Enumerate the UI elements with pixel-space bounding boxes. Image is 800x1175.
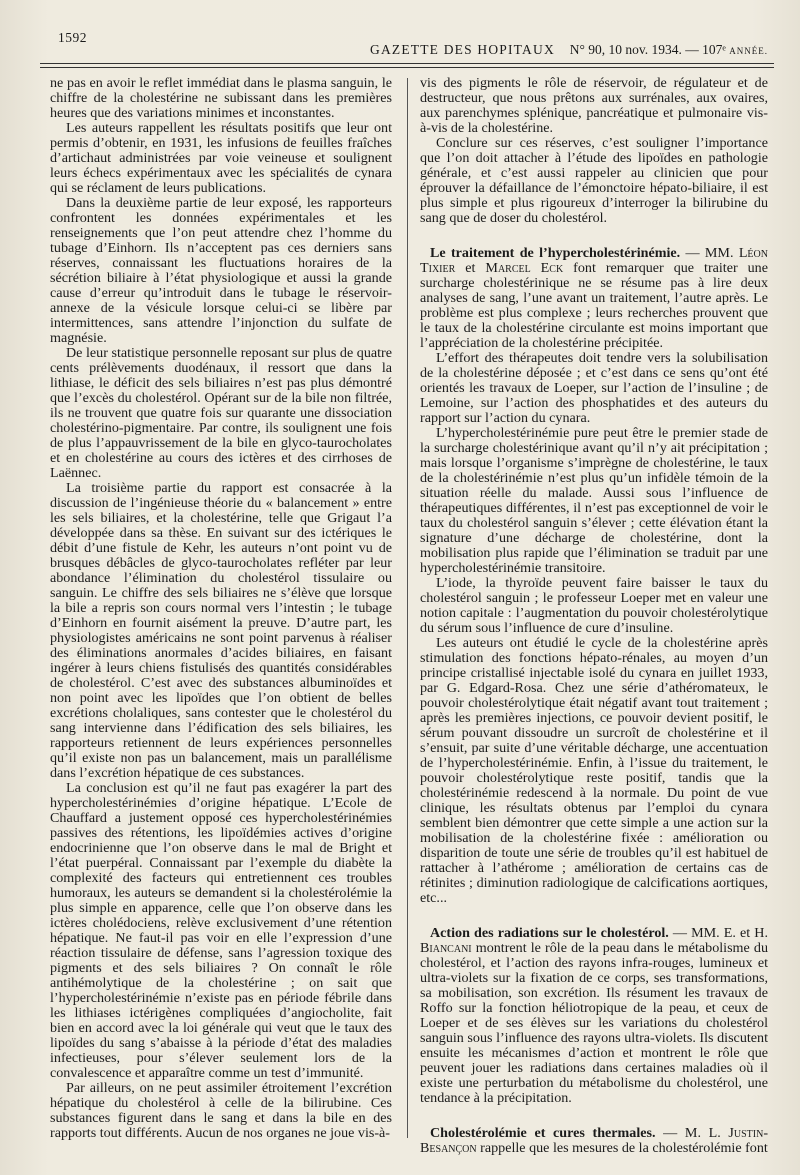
section-radiations — [420, 926, 768, 1106]
section-thermal-cures — [420, 1126, 768, 1156]
section-text: rappelle que les mesures de la cholestérolémie font — [476, 1140, 768, 1156]
page-header — [40, 28, 774, 62]
header-rule-top — [40, 63, 774, 64]
section-lead: — MM. — [680, 245, 739, 261]
left-column — [50, 76, 392, 1141]
issue-info — [570, 42, 768, 58]
page-number: 1592 — [58, 30, 87, 45]
column-divider — [407, 78, 408, 1138]
section-heading: Le traitement de l’hypercholestérinémie. — [430, 245, 681, 261]
paragraph: ne pas en avoir le reflet immédiat dans le plasma sanguin, le chiffre de la cholestérine ne subissant dans les premières heures que des variations minimes et inconstantes. — [50, 75, 392, 121]
section-lead: — MM. E. et H. — [668, 925, 768, 941]
section-text: font remarquer que traiter une surcharge cholestérinique ne se résume pas à lire deux analyses de sang, l’une avant un traitement, l’autre après. Le problème est plus complexe ; leurs recherches prouvent que le taux de la cholestérine circulante est moins important que l’appréciation de la cholestérine précipitée. — [420, 260, 768, 351]
paragraph: L’effort des thérapeutes doit tendre vers la solubilisation de la cholestérine déposée ; et c’est dans ce sens qu’ont été orientés les travaux de Loeper, sur l’action de l’insuline ; de Lemoine, sur l’action des phosphatides et des auteurs du rapport sur l’action du cynara. — [420, 350, 768, 426]
paragraph: vis des pigments le rôle de réservoir, de régulateur et de destructeur, que nous prêtons aux surrénales, aux ovaires, aux parenchymes splénique, pancréatique et pulmonaire vis-à-vis de la cholestérine. — [420, 75, 768, 136]
section-text: montrent le rôle de la peau dans le métabolisme du cholestérol, et l’action des rayons infra-rouges, lumineux et ultra-violets sur la fixation de ce corps, ses transformations, sa mobilisation, son excrétion. Ils résument les travaux de Roffo sur la fonction héliotropique de la peau, et ceux de Loeper et de ses élèves sur les variations du cholestérol sanguin sous l’influence des rayons ultra-violets. Ils discutent ensuite les mécanismes d’action et montrent le rôle que peuvent jouer les radiations dans certaines maladies où il existe une perturbation du métabolisme du cholestérol, une tendance à la précipitation. — [420, 940, 768, 1106]
author-name: Marcel Eck — [485, 260, 564, 276]
paragraph: L’iode, la thyroïde peuvent faire baisser le taux du cholestérol sanguin ; le professeur Loeper met en valeur une notion capitale : l’augmentation du pouvoir cholestérolytique du sérum sous l’influence de cure d’insuline. — [420, 575, 768, 636]
paragraph: Les auteurs ont étudié le cycle de la cholestérine après stimulation des fonctions hépato-rénales, au moyen d’un principe cristallisé injectable isolé du cynara en juillet 1933, par G. Edgard-Rosa. Chez une série d’athéromateux, le pouvoir cholestérolytique était négatif avant tout traitement ; après les premières injections, ce pouvoir devient positif, le sérum pouvant dissoudre un surcroît de cholestérine et il s’ensuit, par suite d’une véritable décharge, une accentuation de l’hypercholestérinémie. Enfin, à l’issue du traitement, le pouvoir cholestérolytique reste positif, tandis que la cholestérinémie redescend à la normale. Du point de vue clinique, les résultats obtenus par l’emploi du cynara semblent bien démontrer que cette simple a une action sur la mobilisation de la cholestérine fixée : amélioration ou disparition de toute une série de troubles qu’il est habituel de rattacher à l’athérome ; amélioration de certains cas de rétinites ; diminution radiologique de calcifications aortiques, etc... — [420, 635, 768, 906]
section-lead: — M. L. — [655, 1125, 729, 1141]
author-name: Léon Tixier — [420, 245, 768, 276]
author-name: Justin-Besançon — [420, 1125, 769, 1156]
issue-annee: ANNÉE. — [729, 46, 768, 56]
paragraph: La troisième partie du rapport est consacrée à la discussion de l’ingénieuse théorie du « balancement » entre les sels biliaires, et la cholestérine, telle que Grigaut l’a développée dans sa thèse. En suivant sur des ictériques le débit d’une fistule de Kehr, les auteurs n’ont point vu de brusques débâcles de glyco-taurocholates refléter par leur abondance l’élimination du cholestérol tissulaire ou sanguin. Le chiffre des sels biliaires ne s’élève que lorsque la bile a repris son cours normal vers l’intestin ; le tubage d’Einhorn en fournit aisément la preuve. D’autre part, les physiologistes américains ne sont point parvenus à réaliser des éliminations anormales d’acides biliaires, en faisant ingérer à leurs chiens fistulisés des quantités considérables de cholestérol. C’est avec des substances albuminoïdes et non point avec les lipoïdes que l’on obtient de belles excrétions cholaliques, sans contester que le cholestérol du sang intervienne dans l’édification des sels biliaires, les rapporteurs retiennent de leurs expériences personnelles qu’il existe non pas un balancement, mais un parallélisme dans l’excrétion hépatique de ces substances. — [50, 480, 392, 781]
paragraph: De leur statistique personnelle reposant sur plus de quatre cents prélèvements duodénaux, il ressort que dans la lithiase, le déficit des sels biliaires n’est pas plus démontré que l’excès du cholestérol. Opérant sur de la bile non filtrée, ils ne trouvent que quatre fois sur quarante une dissociation cholestérino-pigmentaire. Par contre, ils soulignent une fois de plus l’appauvrissement de la bile en glyco-taurocholates et en cholestérine au cours des ictères et des cirrhoses de Laënnec. — [50, 345, 392, 481]
journal-title: GAZETTE DES HOPITAUX — [370, 42, 555, 57]
paragraph: La conclusion est qu’il ne faut pas exagérer la part des hypercholestérinémies d’origine hépatique. L’Ecole de Chauffard a justement opposé ces hypercholestérinémies passives des rétentions, les lipoïdémies actives d’origine endocrinienne que l’on observe dans le mal de Bright et l’état puerpéral. Connaissant par l’exemple du diabète la complexité des facteurs qui entretiennent ces troubles humoraux, les auteurs se demandent si la cholestérolémie la plus simple en apparence, celle que l’on observe dans les ictères cholédociens, relève exclusivement d’une rétention hépatique. Ne faut-il pas voir en elle l’expression d’une réaction tissulaire de défense, sans l’agression toxique des pigments et des sels biliaires ? On connaît le rôle antihémolytique de la cholestérine ; on sait que l’hypercholestérinémie n’existe pas en période fébrile dans les lithiases ictérigènes compliquées d’angiocholite, fait bien en accord avec la loi générale qui veut que le taux des lipoïdes du sang s’abaisse à la période d’état des maladies infectieuses, pour s’élever seulement lors de la convalescence et apparaître comme un test d’immunité. — [50, 780, 392, 1081]
right-column — [420, 76, 768, 1156]
issue-date: N° 90, 10 nov. 1934. — 107ᵉ — [569, 42, 726, 57]
paragraph: Conclure sur ces réserves, c’est souligner l’importance que l’on doit attacher à l’étude des lipoïdes en pathologie générale, et c’est aussi rappeler au clinicien que pour éprouver la défaillance de l’émonctoire hépato-biliaire, il est plus simple et plus rigoureux d’interroger la bilirubine du sang que de doser du cholestérol. — [420, 135, 768, 226]
paragraph: L’hypercholestérinémie pure peut être le premier stade de la surcharge cholestérinique avant qu’il n’y ait précipitation ; mais lorsque l’organisme s’imprègne de cholestérine, le taux de la cholestérinémie n’est plus qu’un infidèle témoin de la situation réelle du malade. Aussi sous l’influence de thérapeutiques différentes, il n’est pas exceptionnel de voir le taux du cholestérol sanguin s’élever ; cette élévation étant la signature d’une décharge de cholestérine, dont la mobilisation plus rapide que l’élimination se traduit par une hypercholestérinémie transitoire. — [420, 425, 768, 576]
section-heading: Action des radiations sur le cholestérol. — [430, 925, 669, 941]
author-name: Biancani — [420, 940, 472, 956]
paragraph: Dans la deuxième partie de leur exposé, les rapporteurs confrontent les données expérimentales et les renseignements que l’on peut attendre chez l’homme du tubage d’Einhorn. Ils n’acceptent pas ces derniers sans réserves, connaissant les fluctuations horaires de la sécrétion biliaire à l’état physiologique et aussi la grande cause d’erreur qu’introduit dans le tubage le réservoir-annexe de la vésicule lorsque celui-ci se libère par intermittences, sans attendre l’injonction du sulfate de magnésie. — [50, 195, 392, 346]
paragraph: Les auteurs rappellent les résultats positifs que leur ont permis d’obtenir, en 1931, les infusions de feuilles fraîches d’artichaut administrées par voie veineuse et soulignent leurs échecs expérimentaux avec les spécialités de cynara qui se réclament de leurs publications. — [50, 120, 392, 196]
section-heading: Cholestérolémie et cures thermales. — [430, 1125, 656, 1141]
conjunction: et — [455, 260, 486, 276]
header-rule-bottom — [40, 67, 774, 68]
paragraph: Par ailleurs, on ne peut assimiler étroitement l’excrétion hépatique du cholestérol à celle de la bilirubine. Ces substances figurent dans le sang et dans la bile en des rapports tout différents. Aucun de nos organes ne joue vis-à- — [50, 1080, 392, 1141]
section-treatment — [420, 246, 768, 351]
